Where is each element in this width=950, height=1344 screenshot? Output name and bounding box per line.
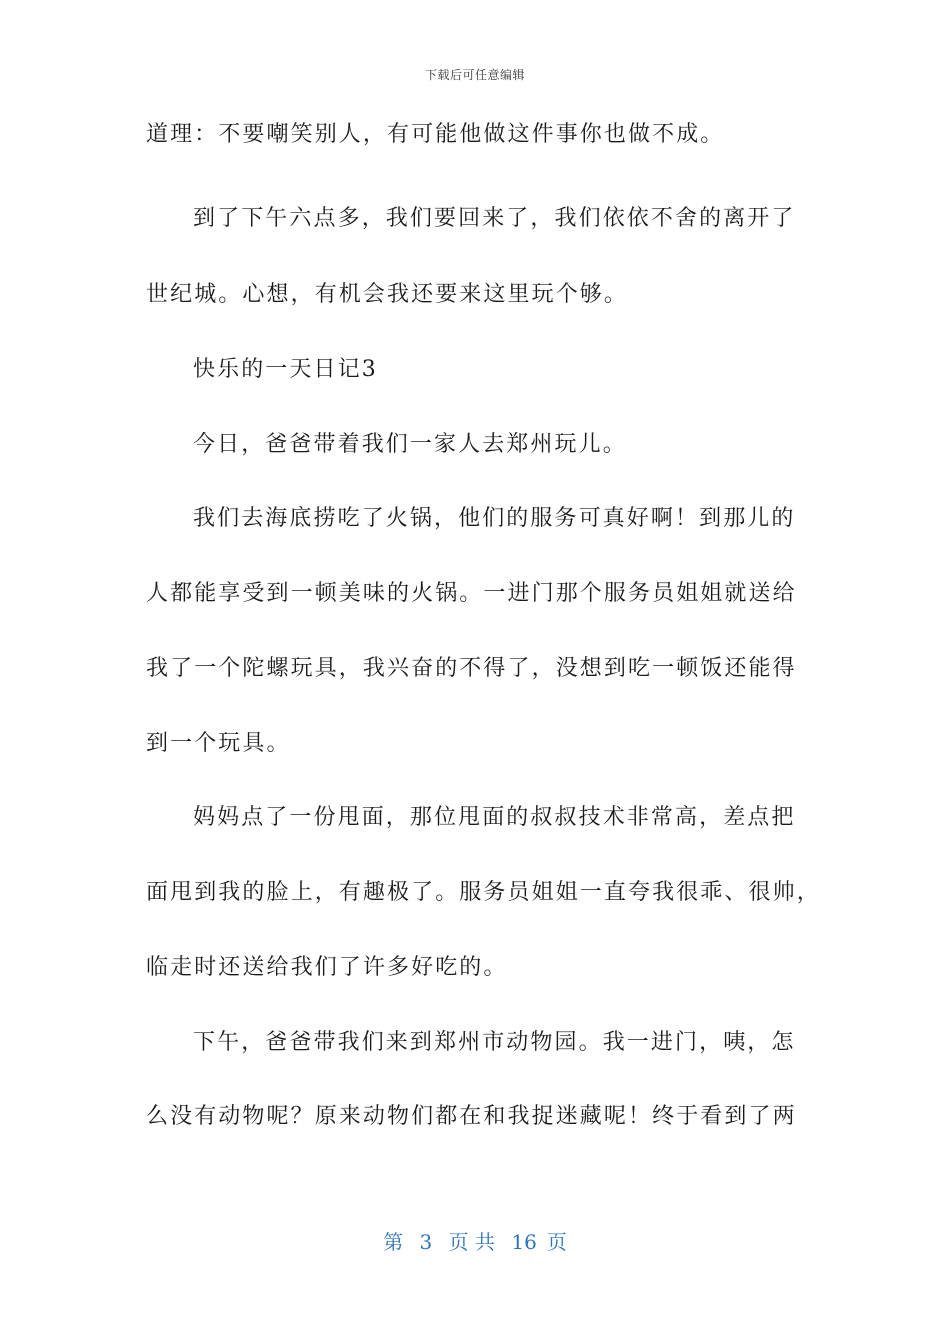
page-suffix: 页 bbox=[546, 1230, 567, 1254]
text-line: 我了一个陀螺玩具，我兴奋的不得了，没想到吃一顿饭还能得 bbox=[146, 656, 797, 681]
text-line: 到一个玩具。 bbox=[146, 731, 291, 756]
page-number-footer bbox=[0, 1226, 950, 1255]
text-line: 么没有动物呢？原来动物们都在和我捉迷藏呢！终于看到了两 bbox=[146, 1104, 797, 1129]
text-line: 妈妈点了一份甩面，那位甩面的叔叔技术非常高，差点把 bbox=[193, 805, 796, 830]
total-page-count: 16 bbox=[511, 1230, 537, 1254]
text-line: 临走时还送给我们了许多好吃的。 bbox=[146, 955, 508, 980]
page-mid-text: 页 共 bbox=[448, 1230, 495, 1254]
text-line: 世纪城。心想，有机会我还要来这里玩个够。 bbox=[146, 282, 629, 307]
text-line: 下午，爸爸带我们来到郑州市动物园。我一进门，咦，怎 bbox=[193, 1030, 796, 1055]
current-page-number: 3 bbox=[419, 1230, 433, 1254]
text-line: 今日，爸爸带着我们一家人去郑州玩儿。 bbox=[193, 432, 627, 457]
diary-entry-title: 快乐的一天日记3 bbox=[193, 357, 378, 382]
text-line: 人都能享受到一顿美味的火锅。一进门那个服务员姐姐就送给 bbox=[146, 581, 797, 606]
text-line: 道理：不要嘲笑别人，有可能他做这件事你也做不成。 bbox=[146, 122, 725, 147]
page-prefix: 第 bbox=[383, 1230, 404, 1254]
text-line: 到了下午六点多，我们要回来了，我们依依不舍的离开了 bbox=[193, 206, 796, 231]
text-line: 我们去海底捞吃了火锅，他们的服务可真好啊！到那儿的 bbox=[193, 506, 796, 531]
text-line: 面甩到我的脸上，有趣极了。服务员姐姐一直夸我很乖、很帅， bbox=[146, 880, 821, 905]
download-editable-note: 下载后可任意编辑 bbox=[424, 68, 525, 82]
